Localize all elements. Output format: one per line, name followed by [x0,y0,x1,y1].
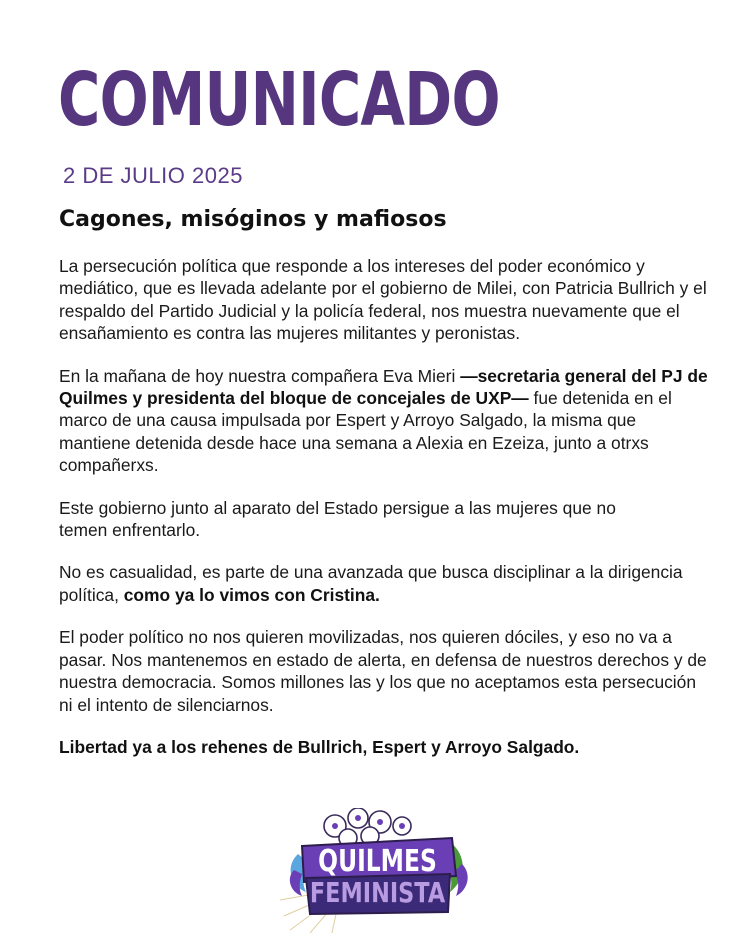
paragraph-2-text-c: fue detenida en el marco de una causa impulsada por Espert y Arroyo Salgado, la misma que mantiene detenida desde hace una semana a Alexia en Ezeiza, junto a otrxs compañerxs. [59,388,672,476]
page-title: COMUNICADO [58,57,500,143]
communique-body [59,255,709,778]
paragraph-4-text-a: No es casualidad, es parte de una avanzada que busca disciplinar a la dirigencia política, [59,562,683,605]
quilmes-feminista-logo [280,808,475,933]
logo-line-2: FEMINISTA [309,876,446,909]
subtitle-heading: Cagones, misóginos y mafiosos [59,207,447,232]
date-label: 2 DE JULIO 2025 [63,163,243,188]
paragraph-5: El poder político no nos quieren movilizadas, nos quieren dóciles, y eso no va a pasar. Nos mantenemos en estado de alerta, en defensa de nuestros derechos y de nuestra democracia. Somos millones las y los que no aceptamos esta persecución ni el intento de silenciarnos. [59,627,707,715]
paragraph-3: Este gobierno junto al aparato del Estado persigue a las mujeres que no temen enfrentarlo. [59,497,616,541]
paragraph-4-bold: como ya lo vimos con Cristina. [123,584,380,605]
paragraph-4 [59,561,709,606]
paragraph-2-bold: —secretaria general del PJ de Quilmes y presidenta del bloque de concejales de UXP— [59,365,708,409]
closing-statement: Libertad ya a los rehenes de Bullrich, Espert y Arroyo Salgado. [59,736,580,757]
logo-line-1: QUILMES [318,844,437,879]
paragraph-1: La persecución política que responde a los intereses del poder económico y mediático, que es llevada adelante por el gobierno de Milei, con Patricia Bullrich y el respaldo del Partido Judicial y la policía federal, nos muestra nuevamente que el ensañamiento es contra las mujeres militantes y peronistas. [59,256,707,344]
paragraph-2 [59,365,709,477]
paragraph-2-text-a: En la mañana de hoy nuestra compañera Eva Mieri [59,365,461,386]
